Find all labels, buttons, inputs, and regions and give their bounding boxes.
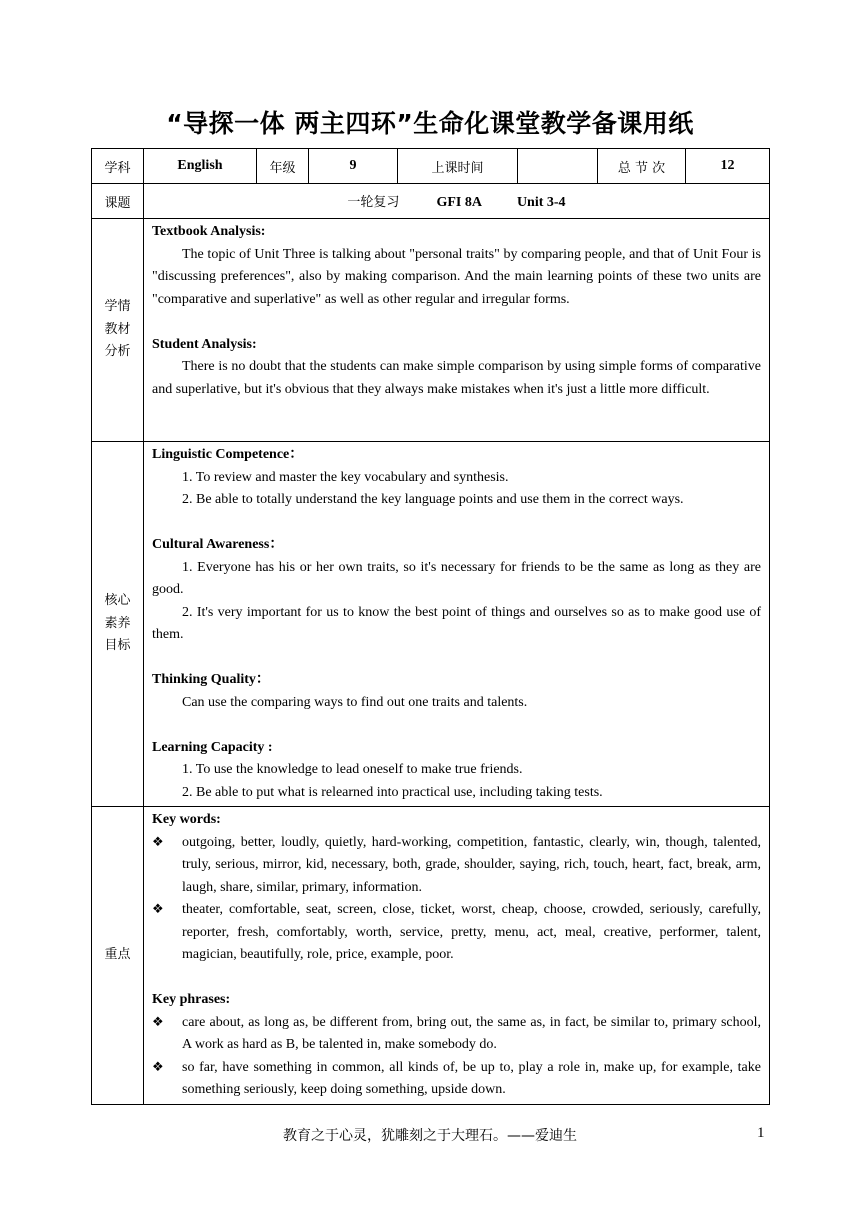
subject-value: English — [144, 149, 257, 184]
page-title: “导探一体 两主四环”生命化课堂教学备课用纸 — [166, 109, 694, 138]
goals-content — [144, 442, 770, 807]
class-time-value — [518, 149, 598, 184]
bullet-icon: ❖ — [152, 902, 164, 917]
linguistic-item: 2. Be able to totally understand the key language points and use them in the correct ways. — [182, 492, 684, 507]
grade-value: 9 — [309, 149, 398, 184]
topic-unit: Unit 3-4 — [516, 195, 566, 210]
header-row — [92, 149, 770, 184]
key-points-label: 重点 — [92, 807, 144, 1105]
analysis-label: 学情 教材 分析 — [92, 219, 144, 442]
bullet-icon: ❖ — [152, 834, 164, 850]
bullet-icon: ❖ — [152, 1059, 164, 1075]
total-sessions-label: 总 节 次 — [598, 149, 686, 184]
key-phrases-item: ❖ so far, have something in common, all kinds of, be up to, play a role in, make up, for example, take something seriously, keep doing something, upside down. — [152, 1057, 761, 1102]
key-points-row — [92, 807, 770, 1105]
learning-item: 1. To use the knowledge to lead oneself to make true friends. — [182, 762, 523, 777]
topic-label: 课题 — [92, 184, 144, 219]
cultural-item: 2. It's very important for us to know the best point of things and ourselves so as to make good use of them. — [152, 604, 761, 642]
key-words-heading: Key words: — [152, 812, 221, 827]
goals-label: 核心 素养 目标 — [92, 442, 144, 807]
class-time-label: 上课时间 — [398, 149, 518, 184]
topic-book: GFI 8A — [436, 195, 482, 210]
key-points-content — [144, 807, 770, 1105]
key-phrases-item: ❖ care about, as long as, be different from, bring out, the same as, in fact, be similar to, primary school, A work as hard as B, be talented in, make somebody do. — [152, 1012, 761, 1057]
key-words-item: ❖ outgoing, better, loudly, quietly, hard-working, competition, fantastic, clearly, win, though, talented, truly, serious, mirror, kid, necessary, both, grade, shoulder, saying, rich, touch, heart, fact, break, arm, laugh, share, similar, primary, information. — [152, 832, 761, 900]
bullet-icon: ❖ — [152, 1014, 164, 1030]
footer-quote: 教育之于心灵，犹雕刻之于大理石。——爱迪生 — [283, 1128, 577, 1144]
cultural-item: 1. Everyone has his or her own traits, so it's necessary for friends to be the same as long as they are good. — [152, 559, 761, 597]
analysis-content — [144, 219, 770, 442]
learning-item: 2. Be able to put what is relearned into practical use, including taking tests. — [182, 784, 603, 800]
lesson-plan-table — [91, 148, 770, 1105]
page-number: 1 — [757, 1125, 765, 1141]
student-analysis-text: There is no doubt that the students can make simple comparison by using simple forms of comparative and superlative, but it's obvious that they always make mistakes when it's just a little more difficult. — [152, 359, 761, 397]
textbook-analysis-heading: Textbook Analysis: — [152, 224, 266, 239]
key-words-item: ❖ theater, comfortable, seat, screen, close, ticket, worst, cheap, choose, crowded, seriously, carefully, reporter, fresh, comfortably, worth, service, pretty, menu, act, meal, creative, performer, talent, magician, beautifully, role, price, example, poor. — [152, 899, 761, 967]
student-analysis-heading: Student Analysis: — [152, 336, 257, 352]
cultural-heading: Cultural Awareness： — [152, 537, 284, 552]
goals-row — [92, 442, 770, 807]
thinking-text: Can use the comparing ways to find out one traits and talents. — [182, 694, 528, 710]
subject-label: 学科 — [92, 149, 144, 184]
topic-value — [144, 184, 770, 219]
textbook-analysis-text: The topic of Unit Three is talking about "personal traits" by comparing people, and that of Unit Four is "discussing preferences", also by making comparison. And the main learning points of these two units are "comparative and superlative" as well as other regular and irregular forms. — [152, 246, 761, 307]
total-sessions-value: 12 — [686, 149, 770, 184]
topic-row — [92, 184, 770, 219]
linguistic-heading: Linguistic Competence： — [152, 447, 304, 462]
grade-label: 年级 — [257, 149, 309, 184]
learning-heading: Learning Capacity : — [152, 739, 273, 755]
thinking-heading: Thinking Quality： — [152, 672, 270, 687]
linguistic-item: 1. To review and master the key vocabulary and synthesis. — [182, 469, 509, 485]
key-phrases-heading: Key phrases: — [152, 992, 231, 1007]
analysis-row — [92, 219, 770, 442]
topic-prefix: 一轮复习 — [347, 195, 400, 210]
